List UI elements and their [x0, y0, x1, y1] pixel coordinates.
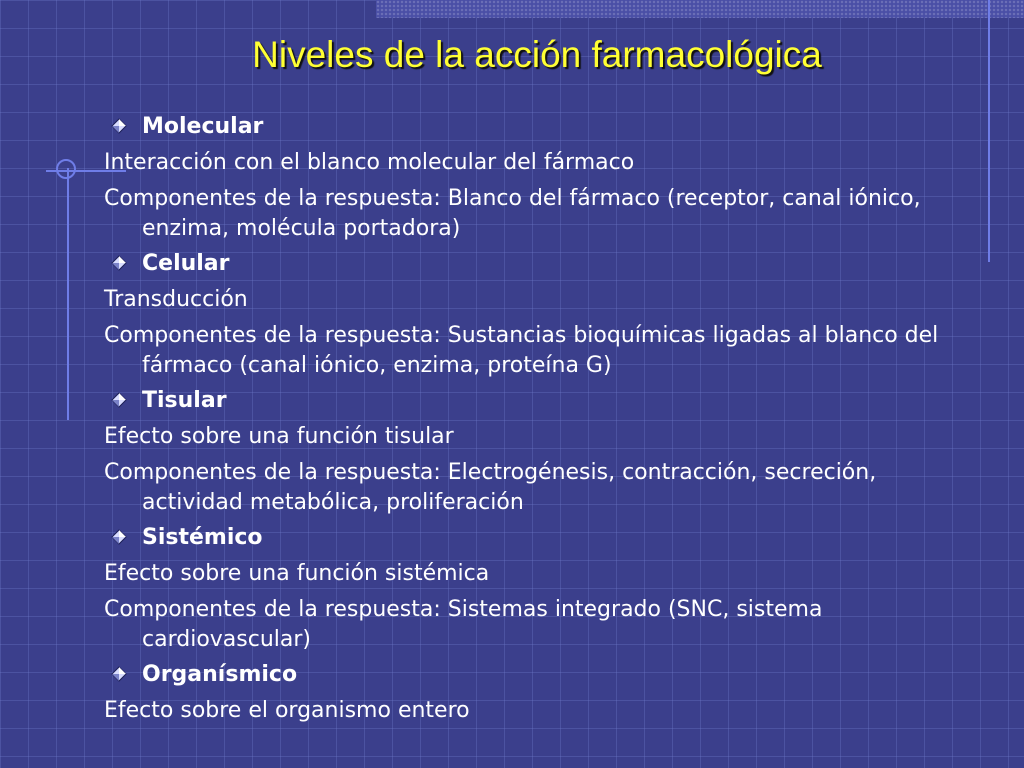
level-heading-celular	[104, 249, 984, 279]
diamond-bullet-icon	[111, 118, 127, 134]
level-heading-text: Molecular	[142, 114, 264, 139]
level-line: Componentes de la respuesta: Sistemas integrado (SNC, sistema cardiovascular)	[104, 597, 823, 652]
diamond-bullet-icon	[111, 392, 127, 408]
diamond-bullet-icon	[111, 255, 127, 271]
level-heading-text: Celular	[142, 251, 230, 276]
slide-title: Niveles de la acción farmacológica	[252, 34, 822, 75]
level-line: Componentes de la respuesta: Electrogénesis, contracción, secreción, actividad metabólica, proliferación	[104, 460, 877, 515]
level-heading-tisular	[104, 386, 984, 416]
level-line: Efecto sobre una función sistémica	[104, 561, 490, 586]
level-heading-text: Organísmico	[142, 662, 298, 687]
decorative-corner-band	[376, 0, 1024, 18]
diamond-bullet-icon	[111, 666, 127, 682]
decorative-line-left	[67, 168, 69, 420]
level-line: Componentes de la respuesta: Blanco del fármaco (receptor, canal iónico, enzima, molécula portadora)	[104, 186, 921, 241]
level-line: Efecto sobre una función tisular	[104, 424, 454, 449]
level-heading-molecular	[104, 112, 984, 142]
decorative-crosshair-circle	[56, 159, 76, 179]
diamond-bullet-icon	[111, 529, 127, 545]
level-heading-organismico	[104, 660, 984, 690]
level-line: Interacción con el blanco molecular del fármaco	[104, 150, 635, 175]
slide-content	[104, 112, 984, 726]
level-heading-sistemico	[104, 523, 984, 553]
level-line: Efecto sobre el organismo entero	[104, 698, 470, 723]
level-line: Componentes de la respuesta: Sustancias bioquímicas ligadas al blanco del fármaco (canal iónico, enzima, proteína G)	[104, 323, 939, 378]
level-line: Transducción	[104, 287, 248, 312]
level-heading-text: Tisular	[142, 388, 227, 413]
level-heading-text: Sistémico	[142, 525, 263, 550]
